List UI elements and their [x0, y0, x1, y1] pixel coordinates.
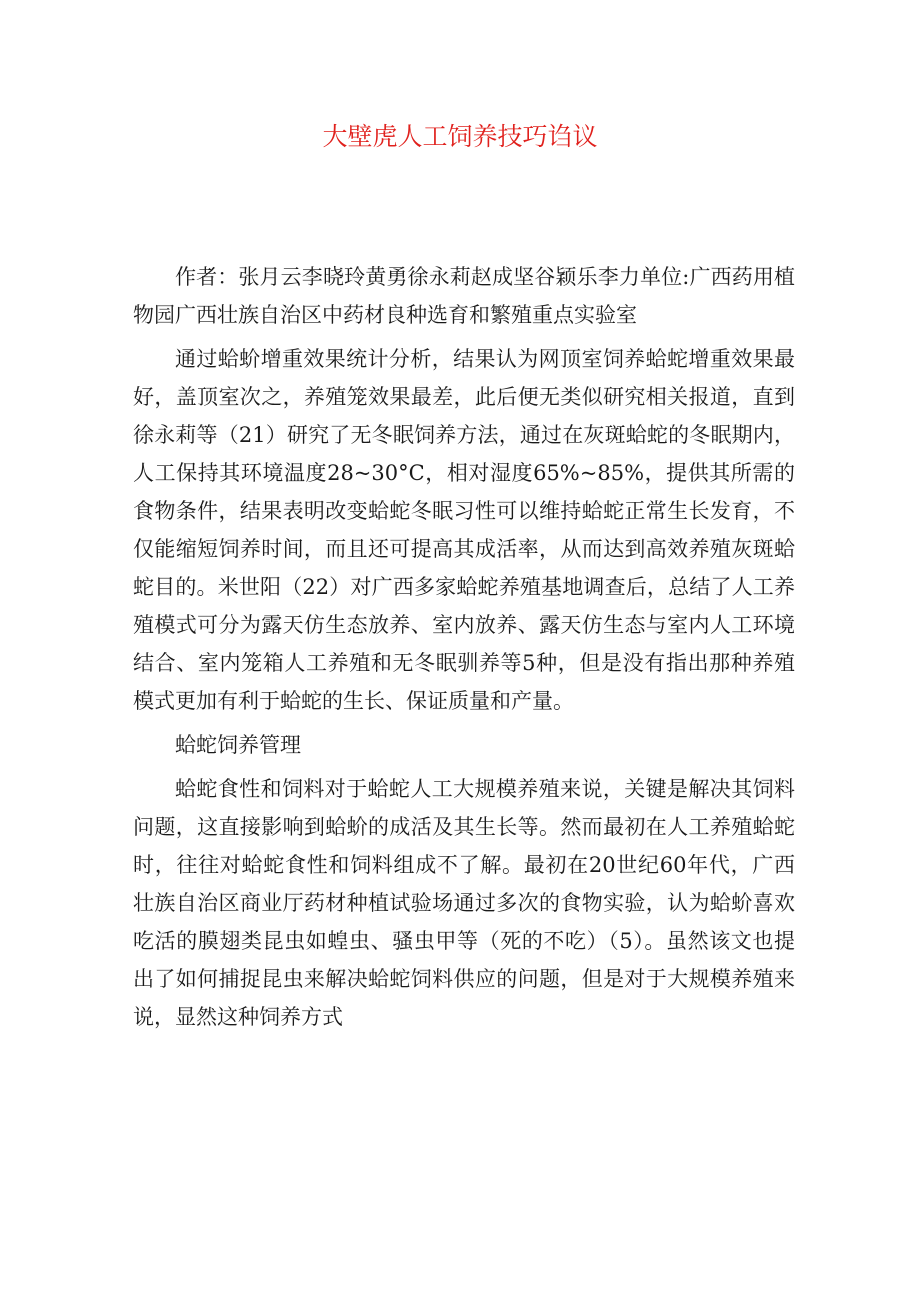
document-title: 大壁虎人工饲养技巧诌议 — [322, 122, 598, 151]
body-paragraph: 通过蛤蚧增重效果统计分析，结果认为网顶室饲养蛤蛇增重效果最好，盖顶室次之，养殖笼效果最差，此后便无类似研究相关报道，直到徐永莉等（21）研究了无冬眠饲养方法，通过在灰斑蛤蛇的冬眠期内，人工保持其环境温度28~30°C，相对湿度65%~85%，提供其所需的食物条件，结果表明改变蛤蛇冬眠习性可以维持蛤蛇正常生长发育，不仅能缩短饲养时间，而且还可提高其成活率，从而达到高效养殖灰斑蛤蛇目的。米世阳（22）对广西多家蛤蛇养殖基地调查后，总结了人工养殖模式可分为露天仿生态放养、室内放养、露天仿生态与室内人工环境结合、室内笼箱人工养殖和无冬眠驯养等5种，但是没有指出那种养殖模式更加有利于蛤蛇的生长、保证质量和产量。 — [133, 347, 795, 713]
body-paragraph: 蛤蛇食性和饲料对于蛤蛇人工大规模养殖来说，关键是解决其饲料问题，这直接影响到蛤蚧的成活及其生长等。然而最初在人工养殖蛤蛇时，往往对蛤蛇食性和饲料组成不了解。最初在20世纪60年代，广西壮族自治区商业厅药材种植试验场通过多次的食物实验，认为蛤蚧喜欢吃活的膜翅类昆虫如蝗虫、骚虫甲等（死的不吃）（5）。虽然该文也提出了如何捕捉昆虫来解决蛤蛇饲料供应的问题，但是对于大规模养殖来说，显然这种饲养方式 — [133, 777, 795, 1029]
author-affiliation-paragraph: 作者：张月云李晓玲黄勇徐永莉赵成坚谷颖乐李力单位:广西药用植物园广西壮族自治区中药材良种选育和繁殖重点实验室 — [133, 265, 795, 327]
section-heading: 蛤蛇饲养管理 — [175, 733, 301, 757]
document-body — [133, 258, 795, 1036]
